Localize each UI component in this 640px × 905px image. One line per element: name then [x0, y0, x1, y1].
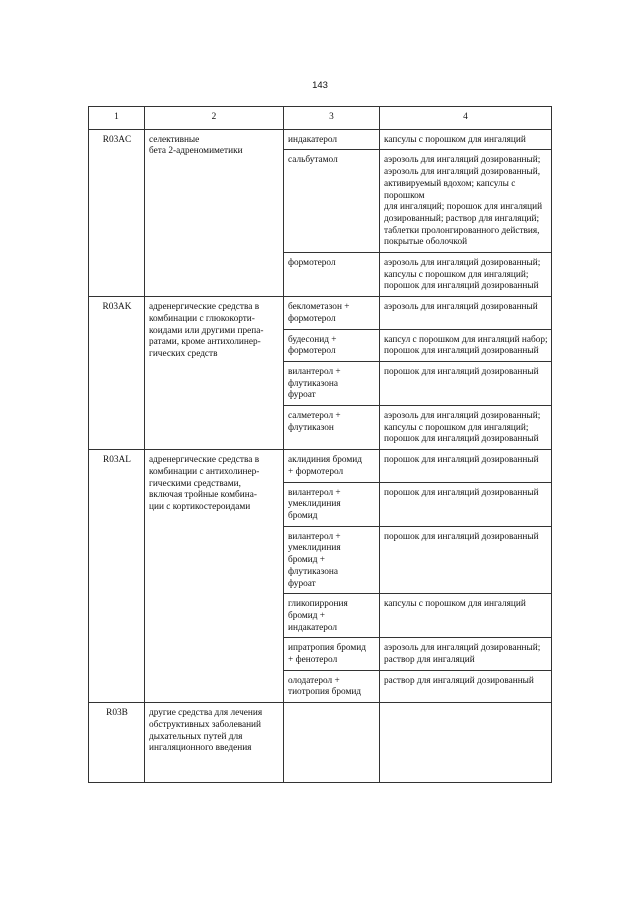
dosage-form-cell [380, 703, 552, 783]
dosage-form-cell: аэрозоль для ингаляций дозированный [380, 297, 552, 329]
dosage-form-cell: аэрозоль для ингаляций дозированный; раствор для ингаляций [380, 638, 552, 670]
substance-cell: вилантерол + умеклидиния бромид [284, 482, 380, 526]
dosage-form-cell: капсул с порошком для ингаляций набор; порошок для ингаляций дозированный [380, 329, 552, 361]
dosage-form-cell: порошок для ингаляций дозированный [380, 526, 552, 594]
substance-cell: беклометазон + формотерол [284, 297, 380, 329]
table-row [89, 297, 552, 329]
substance-cell [284, 703, 380, 783]
header-cell: 3 [284, 107, 380, 130]
group-name-cell: селективные бета 2-адреномиметики [145, 129, 284, 296]
header-row [89, 107, 552, 130]
atc-code-cell: R03AK [89, 297, 145, 450]
substance-cell: сальбутамол [284, 150, 380, 253]
group-name-cell: другие средства для лечения обструктивных заболеваний дыхательных путей для ингаляционного введения [145, 703, 284, 783]
dosage-form-cell: порошок для ингаляций дозированный [380, 450, 552, 482]
atc-code-cell: R03B [89, 703, 145, 783]
dosage-form-cell: аэрозоль для ингаляций дозированный; капсулы с порошком для ингаляций; порошок для ингаляций дозированный [380, 406, 552, 450]
group-name-cell: адренергические средства в комбинации с глюкокорти- коидами или другими препа- ратами, кроме антихолинер- гических средств [145, 297, 284, 450]
table-row [89, 129, 552, 150]
header-cell: 1 [89, 107, 145, 130]
dosage-form-cell: капсулы с порошком для ингаляций [380, 129, 552, 150]
substance-cell: будесонид + формотерол [284, 329, 380, 361]
header-cell: 2 [145, 107, 284, 130]
substance-cell: ипратропия бромид + фенотерол [284, 638, 380, 670]
substance-cell: вилантерол + умеклидиния бромид + флутиказона фуроат [284, 526, 380, 594]
dosage-form-cell: аэрозоль для ингаляций дозированный; капсулы с порошком для ингаляций; порошок для ингаляций дозированный [380, 253, 552, 297]
dosage-form-cell: порошок для ингаляций дозированный [380, 361, 552, 405]
atc-code-cell: R03AL [89, 450, 145, 703]
dosage-form-cell: порошок для ингаляций дозированный [380, 482, 552, 526]
page-number: 143 [312, 80, 328, 91]
drug-table [88, 106, 552, 783]
substance-cell: аклидиния бромид + формотерол [284, 450, 380, 482]
substance-cell: олодатерол + тиотропия бромид [284, 670, 380, 702]
substance-cell: салметерол + флутиказон [284, 406, 380, 450]
dosage-form-cell: капсулы с порошком для ингаляций [380, 594, 552, 638]
dosage-form-cell: аэрозоль для ингаляций дозированный; аэрозоль для ингаляций дозированный, активируемый вдохом; капсулы с порошком для ингаляций; порошок для ингаляций дозированный; раствор для ингаляций; таблетки пролонгированного действия, покрытые оболочкой [380, 150, 552, 253]
atc-code-cell: R03AC [89, 129, 145, 296]
table-row [89, 703, 552, 783]
table-body [89, 129, 552, 782]
substance-cell: вилантерол + флутиказона фуроат [284, 361, 380, 405]
dosage-form-cell: раствор для ингаляций дозированный [380, 670, 552, 702]
substance-cell: формотерол [284, 253, 380, 297]
substance-cell: гликопиррония бромид + индакатерол [284, 594, 380, 638]
table-row [89, 450, 552, 482]
group-name-cell: адренергические средства в комбинации с антихолинер- гическими средствами, включая тройные комбина- ции с кортикостероидами [145, 450, 284, 703]
substance-cell: индакатерол [284, 129, 380, 150]
header-cell: 4 [380, 107, 552, 130]
